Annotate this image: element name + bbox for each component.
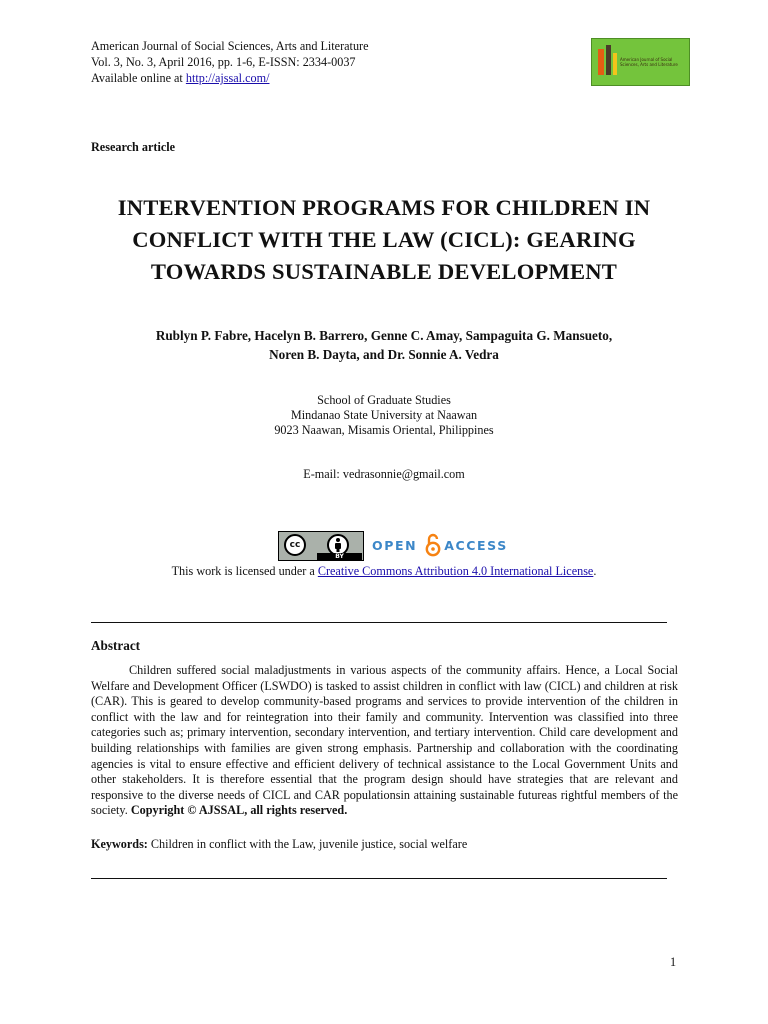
abstract-body — [91, 663, 678, 819]
abstract-heading: Abstract — [91, 638, 141, 653]
affiliation — [60, 393, 708, 438]
authors-line: Rublyn P. Fabre, Hacelyn B. Barrero, Genne C. Amay, Sampaguita G. Mansueto, — [155, 328, 613, 343]
logo-text: American Journal of Social Sciences, Arts and Literature — [620, 57, 678, 67]
open-lock-icon — [425, 533, 441, 557]
affiliation-line: Mindanao State University at Naawan — [290, 408, 478, 422]
abstract-text: Children suffered social maladjustments in various aspects of the community affairs. Hence, a Local Social Welfare and Development Officer (LSWDO) is tasked to assist children in conflict with law (CICL) and children at risk (CAR). This is geared to develop community-based programs and services to provide intervention of the children in conflict with the law and for reintegration into their family and community. Intervention was classified into three categories such as; primary intervention, secondary intervention, and tertiary intervention. Child care development and building relationships with families are given strong emphasis. Partnership and collaboration with the coordinating agencies is vital to ensure effective and efficient delivery of technical assistance to the Local Government Units and other stakeholders. It is therefore essential that the program design should have strategies that are relevant and responsive to the diverse needs of CICL and CAR populationsin attaining sustainable futureas rightful members of the society. — [91, 663, 678, 818]
cc-icon: cc — [284, 534, 306, 556]
affiliation-line: School of Graduate Studies — [317, 393, 451, 407]
cc-by-badge[interactable] — [278, 531, 364, 561]
divider — [91, 622, 667, 623]
logo-bar-yellow — [613, 53, 617, 75]
journal-logo — [591, 38, 690, 86]
divider — [91, 878, 667, 879]
keywords — [91, 837, 467, 852]
license-statement: This work is licensed under a Creative Commons Attribution 4.0 International License. — [171, 564, 597, 578]
license-link[interactable]: Creative Commons Attribution 4.0 International License — [317, 564, 594, 578]
open-access-logo — [372, 532, 508, 558]
journal-url-link[interactable]: http://ajssal.com/ — [185, 71, 270, 85]
open-access-text: OPEN — [372, 537, 418, 553]
article-type: Research article — [91, 140, 176, 154]
journal-name: American Journal of Social Sciences, Arts and Literature — [91, 39, 369, 53]
logo-bar-orange — [598, 49, 604, 75]
keywords-label: Keywords: — [91, 837, 148, 851]
page-number: 1 — [670, 955, 677, 969]
by-label: BY — [317, 553, 362, 560]
journal-volume: Vol. 3, No. 3, April 2016, pp. 1-6, E-ISSN: 2334-0037 — [91, 55, 356, 69]
journal-availability: Available online at http://ajssal.com/ — [91, 71, 270, 85]
logo-bar-dark — [606, 45, 611, 75]
copyright-notice: Copyright © AJSSAL, all rights reserved. — [130, 803, 348, 818]
title-line: INTERVENTION PROGRAMS FOR CHILDREN IN — [117, 195, 651, 220]
title-line: CONFLICT WITH THE LAW (CICL): GEARING — [132, 227, 636, 252]
author-email: E-mail: vedrasonnie@gmail.com — [303, 467, 465, 481]
author-list — [60, 326, 708, 364]
keywords-text: Children in conflict with the Law, juvenile justice, social welfare — [147, 837, 468, 851]
title-line: TOWARDS SUSTAINABLE DEVELOPMENT — [150, 259, 618, 284]
open-access-text: ACCESS — [444, 537, 508, 553]
journal-header — [91, 38, 369, 86]
authors-line: Noren B. Dayta, and Dr. Sonnie A. Vedra — [269, 347, 499, 362]
paper-title — [60, 192, 708, 288]
affiliation-line: 9023 Naawan, Misamis Oriental, Philippines — [274, 423, 494, 437]
